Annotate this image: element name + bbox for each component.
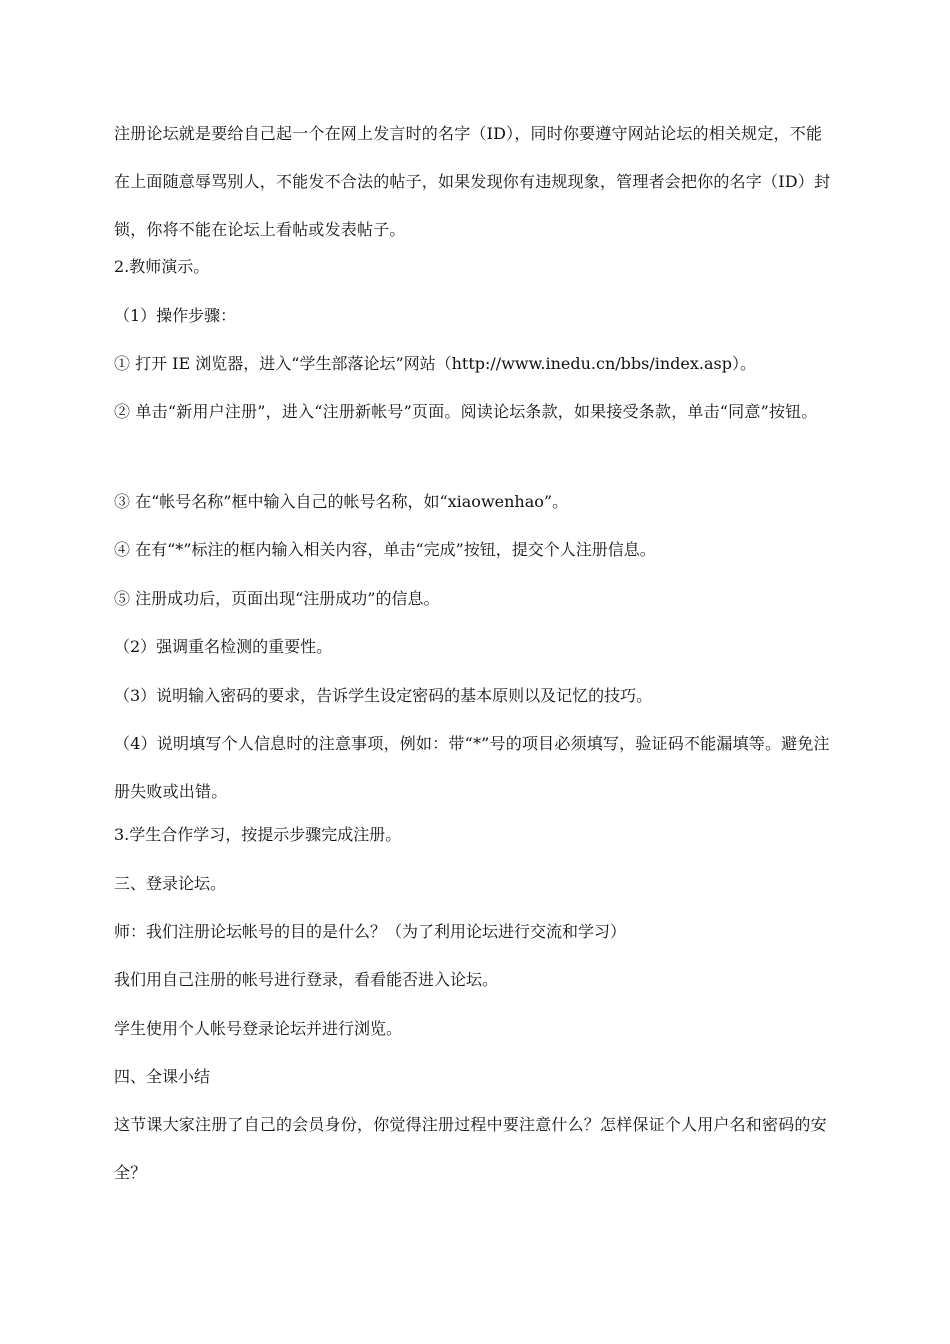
step-5-register-success: ⑤ 注册成功后，页面出现“注册成功”的信息。 [114, 589, 440, 608]
heading-teacher-demo: 2.教师演示。 [114, 257, 210, 276]
step-4-required-fields: ④ 在有“*”标注的框内输入相关内容，单击“完成”按钮，提交个人注册信息。 [114, 540, 656, 559]
subheading-operation-steps: （1）操作步骤： [114, 306, 237, 325]
step-1-open-browser: ① 打开 IE 浏览器，进入“学生部落论坛”网站（http://www.inedu.cn/bbs/index.asp）。 [114, 354, 756, 373]
paragraph-summary-question: 这节课大家注册了自己的会员身份，你觉得注册过程中要注意什么？怎样保证个人用户名和密码的安全？ [114, 1115, 827, 1182]
step-3-account-name: ③ 在“帐号名称”框中输入自己的帐号名称，如“xiaowenhao”。 [114, 492, 569, 511]
paragraph-students-browse: 学生使用个人帐号登录论坛并进行浏览。 [114, 1019, 403, 1038]
heading-student-cooperation: 3.学生合作学习，按提示步骤完成注册。 [114, 825, 402, 844]
heading-lesson-summary: 四、全课小结 [114, 1067, 211, 1086]
step-2-new-user-register: ② 单击“新用户注册”，进入“注册新帐号”页面。阅读论坛条款，如果接受条款，单击“同意”按钮。 [114, 402, 818, 421]
heading-login-forum: 三、登录论坛。 [114, 874, 227, 893]
note-personal-info: （4）说明填写个人信息时的注意事项，例如：带“*”号的项目必须填写，验证码不能漏填等。避免注册失败或出错。 [114, 734, 830, 801]
paragraph-registration-intro: 注册论坛就是要给自己起一个在网上发言时的名字（ID），同时你要遵守网站论坛的相关规定，不能在上面随意辱骂别人，不能发不合法的帖子，如果发现你有违规现象，管理者会把你的名字（ID）封锁，你将不能在论坛上看帖或发表帖子。 [114, 124, 831, 239]
teacher-question: 师：我们注册论坛帐号的目的是什么？（为了利用论坛进行交流和学习） [114, 922, 627, 941]
note-duplicate-name-check: （2）强调重名检测的重要性。 [114, 637, 333, 656]
paragraph-login-attempt: 我们用自己注册的帐号进行登录，看看能否进入论坛。 [114, 970, 499, 989]
note-password-requirements: （3）说明输入密码的要求，告诉学生设定密码的基本原则以及记忆的技巧。 [114, 686, 653, 705]
